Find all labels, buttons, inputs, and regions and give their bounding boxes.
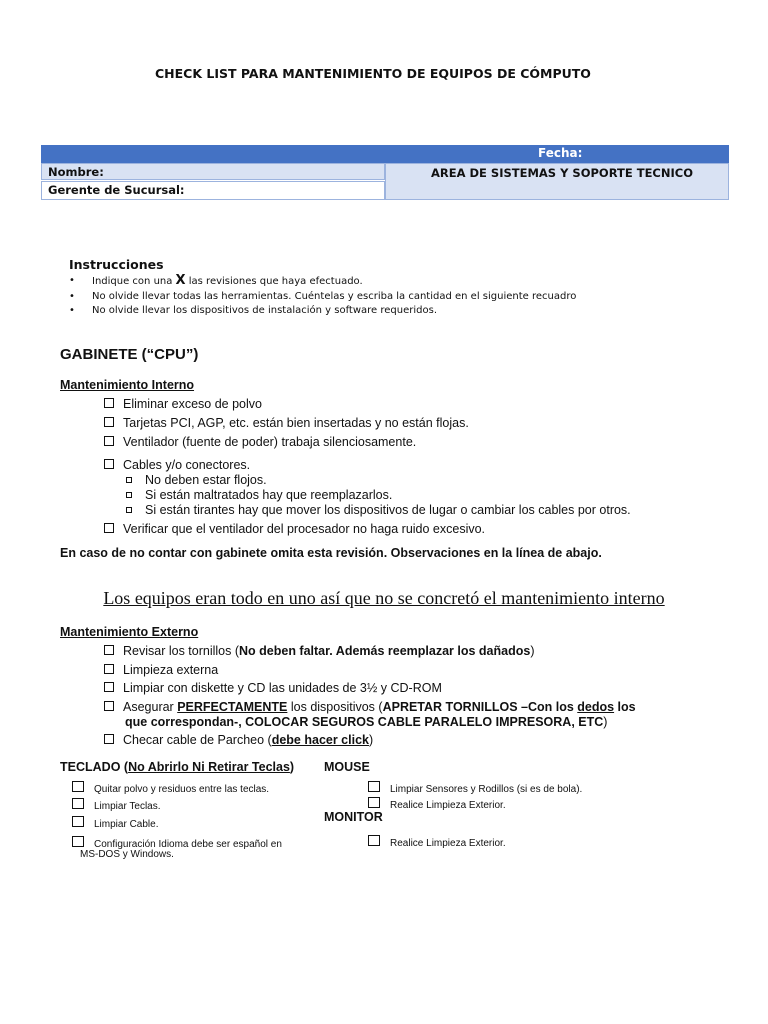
header-bar xyxy=(41,145,729,163)
list-item: • Indique con una X las revisiones que haya efectuado. xyxy=(69,274,576,290)
sub-item: Si están tirantes hay que mover los dispositivos de lugar o cambiar los cables por otros. xyxy=(126,503,631,517)
checkbox-icon[interactable] xyxy=(104,645,114,655)
check-item-continuation: que correspondan-, COLOCAR SEGUROS CABLE PARALELO IMPRESORA, ETC) xyxy=(125,715,608,729)
fecha-label: Fecha: xyxy=(538,146,583,160)
check-item[interactable]: Verificar que el ventilador del procesador no haga ruido excesivo. xyxy=(104,522,485,536)
checkbox-icon[interactable] xyxy=(104,734,114,744)
check-item-continuation: MS-DOS y Windows. xyxy=(80,849,174,860)
checkbox-icon[interactable] xyxy=(72,836,84,847)
check-item[interactable]: Configuración Idioma debe ser español en xyxy=(72,836,282,850)
square-bullet-icon xyxy=(126,492,132,498)
observacion-line: Los equipos eran todo en uno así que no se concretó el mantenimiento interno xyxy=(103,588,665,608)
check-item[interactable]: Ventilador (fuente de poder) trabaja silenciosamente. xyxy=(104,435,416,449)
checkbox-icon[interactable] xyxy=(104,523,114,533)
list-item: • No olvide llevar todas las herramientas. Cuéntelas y escriba la cantidad en el siguiente recuadro xyxy=(69,290,576,305)
checkbox-icon[interactable] xyxy=(104,682,114,692)
area-cell: AREA DE SISTEMAS Y SOPORTE TECNICO xyxy=(385,163,729,200)
gabinete-note: En caso de no contar con gabinete omita esta revisión. Observaciones en la línea de abajo. xyxy=(60,546,602,560)
checkbox-icon[interactable] xyxy=(104,459,114,469)
checkbox-icon[interactable] xyxy=(368,781,380,792)
check-item[interactable]: Revisar los tornillos (No deben faltar. Además reemplazar los dañados) xyxy=(104,644,534,658)
checkbox-icon[interactable] xyxy=(72,816,84,827)
check-item[interactable]: Limpieza externa xyxy=(104,663,218,677)
instrucciones-heading: Instrucciones xyxy=(69,257,164,272)
monitor-heading: MONITOR xyxy=(324,810,383,824)
check-item[interactable]: Realice Limpieza Exterior. xyxy=(368,835,506,849)
check-item[interactable]: Limpiar Cable. xyxy=(72,816,158,830)
instrucciones-list xyxy=(69,274,576,319)
square-bullet-icon xyxy=(126,507,132,513)
checkbox-icon[interactable] xyxy=(72,798,84,809)
square-bullet-icon xyxy=(126,477,132,483)
checkbox-icon[interactable] xyxy=(72,781,84,792)
nombre-field[interactable]: Nombre: xyxy=(41,163,385,180)
checkbox-icon[interactable] xyxy=(104,398,114,408)
externo-heading: Mantenimiento Externo xyxy=(60,625,199,639)
gabinete-heading: GABINETE (“CPU”) xyxy=(60,346,199,363)
list-item: • No olvide llevar los dispositivos de instalación y software requeridos. xyxy=(69,304,576,319)
checkbox-icon[interactable] xyxy=(104,436,114,446)
gerente-field[interactable]: Gerente de Sucursal: xyxy=(41,181,385,200)
checkbox-icon[interactable] xyxy=(104,417,114,427)
teclado-heading: TECLADO (No Abrirlo Ni Retirar Teclas) xyxy=(60,760,295,774)
check-item[interactable]: Cables y/o conectores. xyxy=(104,458,250,472)
mouse-heading: MOUSE xyxy=(324,760,370,774)
check-item[interactable]: Limpiar Sensores y Rodillos (si es de bola). xyxy=(368,781,582,795)
check-item[interactable]: Quitar polvo y residuos entre las teclas. xyxy=(72,781,269,795)
check-item[interactable]: Eliminar exceso de polvo xyxy=(104,397,262,411)
interno-heading: Mantenimiento Interno xyxy=(60,378,195,392)
check-item[interactable]: Limpiar Teclas. xyxy=(72,798,161,812)
checkbox-icon[interactable] xyxy=(368,797,380,808)
sub-item: Si están maltratados hay que reemplazarlos. xyxy=(126,488,392,502)
sub-item: No deben estar flojos. xyxy=(126,473,267,487)
checkbox-icon[interactable] xyxy=(104,701,114,711)
check-item[interactable]: Asegurar PERFECTAMENTE los dispositivos (APRETAR TORNILLOS –Con los dedos los xyxy=(104,700,636,714)
checkbox-icon[interactable] xyxy=(104,664,114,674)
header-table xyxy=(41,145,729,200)
check-item[interactable]: Checar cable de Parcheo (debe hacer click) xyxy=(104,733,373,747)
page-title: CHECK LIST PARA MANTENIMIENTO DE EQUIPOS DE CÓMPUTO xyxy=(155,66,591,81)
check-item[interactable]: Realice Limpieza Exterior. xyxy=(368,797,506,811)
checkbox-icon[interactable] xyxy=(368,835,380,846)
check-item[interactable]: Limpiar con diskette y CD las unidades de 3½ y CD-ROM xyxy=(104,681,442,695)
check-item[interactable]: Tarjetas PCI, AGP, etc. están bien insertadas y no están flojas. xyxy=(104,416,469,430)
